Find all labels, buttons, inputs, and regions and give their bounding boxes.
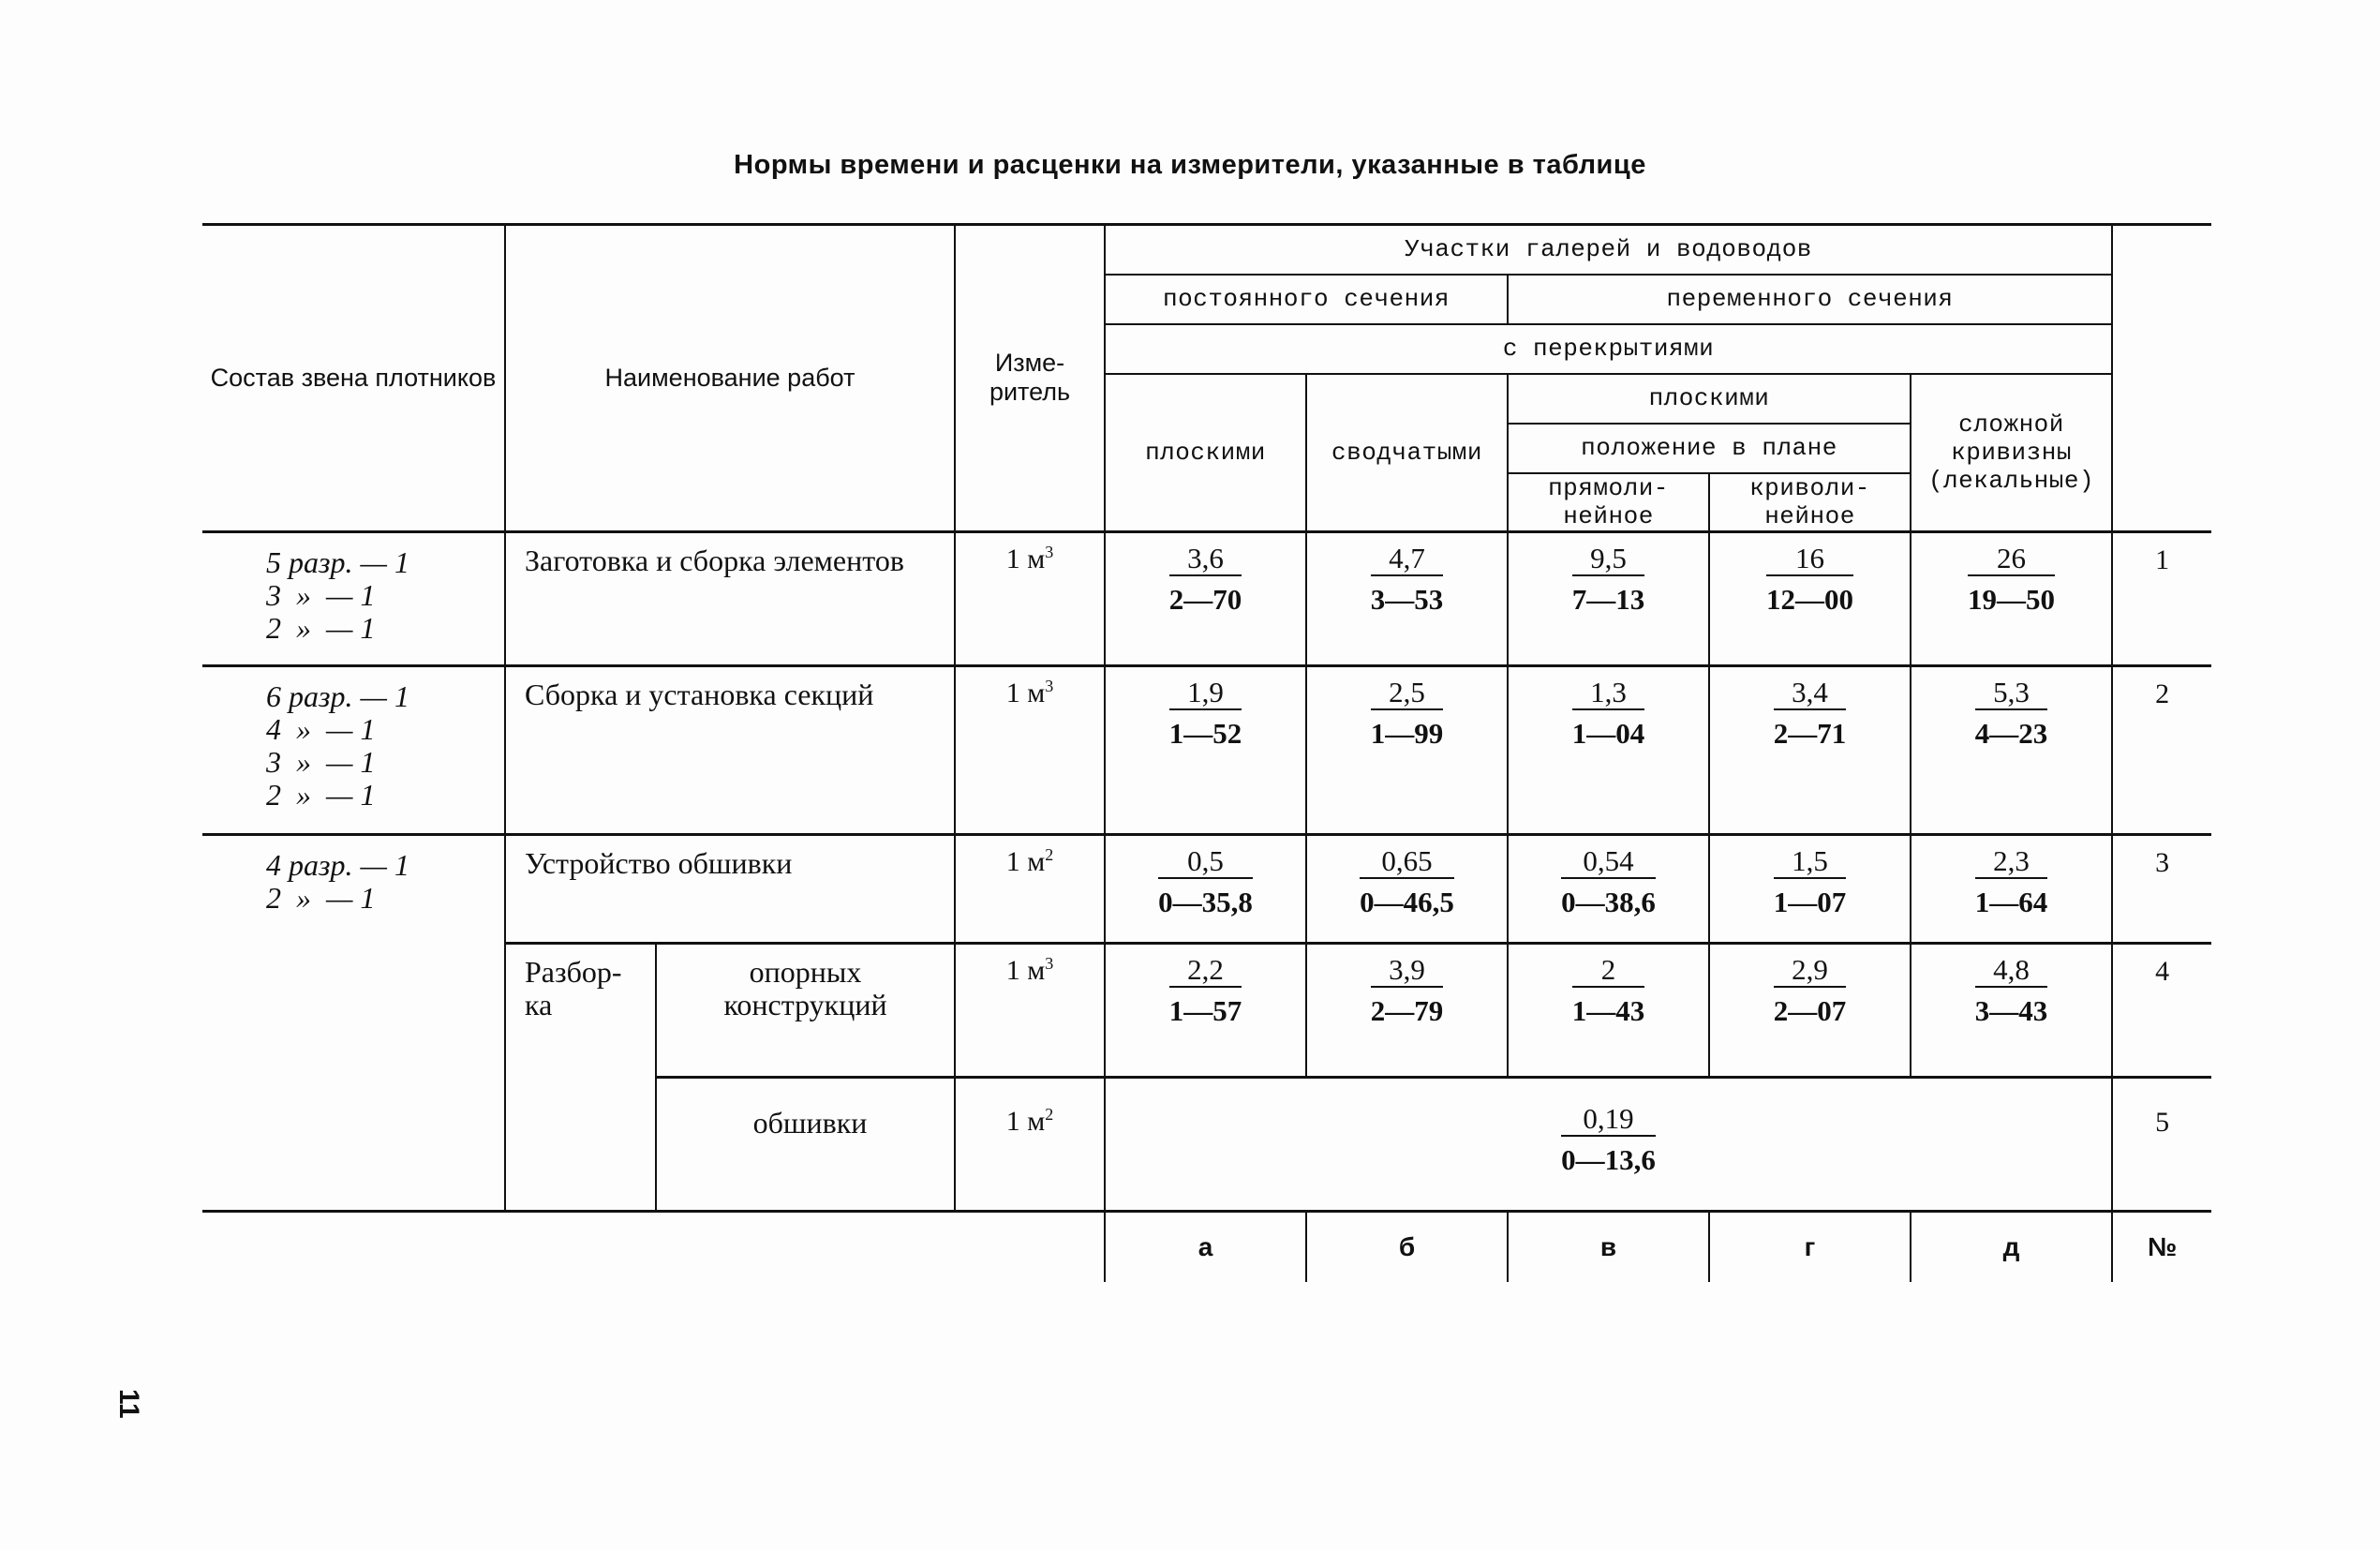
vaulted-header: сводчатыми <box>1306 374 1508 532</box>
value-cell: $\frac{4,7}{3—53}$ <box>1306 531 1508 665</box>
value-cell: $\frac{2}{1—43}$ <box>1508 943 1709 1077</box>
row-number: 1 <box>2112 531 2211 665</box>
column-letter: а <box>1105 1211 1306 1282</box>
page-number: 11 <box>113 1389 144 1419</box>
row-number: 2 <box>2112 665 2211 834</box>
column-letter: г <box>1709 1211 1911 1282</box>
variable-section-header: переменного сечения <box>1508 275 2112 324</box>
column-letter: д <box>1911 1211 2112 1282</box>
value-cell: $\frac{1,5}{1—07}$ <box>1709 834 1911 943</box>
flat-group-header: плоскими <box>1508 374 1911 424</box>
value-cell: $\frac{2,3}{1—64}$ <box>1911 834 2112 943</box>
number-header <box>2112 225 2211 532</box>
complex-curvature-header: сложной кривизны (лекальные) <box>1911 374 2112 532</box>
unit-cell: 1 $м^3$ <box>955 531 1105 665</box>
footer-row <box>202 1211 2211 1282</box>
table-row <box>202 834 2211 943</box>
crew-cell: 5 разр. — 1 3 » — 1 2 » — 1 <box>202 531 505 665</box>
value-cell: $\frac{9,5}{7—13}$ <box>1508 531 1709 665</box>
with-overlap-header: с перекрытиями <box>1105 324 2112 374</box>
straight-header: прямоли-нейное <box>1508 473 1709 532</box>
value-cell: $\frac{16}{12—00}$ <box>1709 531 1911 665</box>
table-row <box>202 531 2211 665</box>
row-number: 5 <box>2112 1077 2211 1211</box>
sections-header: Участки галерей и водоводов <box>1105 225 2112 275</box>
value-cell: $\frac{2,9}{2—07}$ <box>1709 943 1911 1077</box>
value-cell: $\frac{0,54}{0—38,6}$ <box>1508 834 1709 943</box>
value-cell: $\frac{1,9}{1—52}$ <box>1105 665 1306 834</box>
unit-cell: 1 $м^2$ <box>955 834 1105 943</box>
work-name: Заготовка и сборка элементов <box>505 531 955 665</box>
curved-header: криволи-нейное <box>1709 473 1911 532</box>
value-cell: $\frac{4,8}{3—43}$ <box>1911 943 2112 1077</box>
row-number: 4 <box>2112 943 2211 1077</box>
value-cell: $\frac{26}{19—50}$ <box>1911 531 2112 665</box>
value-cell: $\frac{3,6}{2—70}$ <box>1105 531 1306 665</box>
disassembly-group-label: Разбор-ка <box>505 943 656 1211</box>
crew-cell: 6 разр. — 1 4 » — 1 3 » — 1 2 » — 1 <box>202 665 505 834</box>
value-cell: $\frac{0,65}{0—46,5}$ <box>1306 834 1508 943</box>
unit-cell: 1 $м^3$ <box>955 665 1105 834</box>
value-cell: $\frac{1,3}{1—04}$ <box>1508 665 1709 834</box>
flat-header: плоскими <box>1105 374 1306 532</box>
value-cell: $\frac{3,4}{2—71}$ <box>1709 665 1911 834</box>
page-title: Нормы времени и расценки на измерители, указанные в таблице <box>734 150 1646 180</box>
work-name: Устройство обшивки <box>505 834 955 943</box>
norms-table <box>202 223 2211 1282</box>
work-name: обшивки <box>656 1077 955 1211</box>
unit-cell: 1 $м^3$ <box>955 943 1105 1077</box>
number-column-label: № <box>2112 1211 2211 1282</box>
unit-cell: 1 $м^2$ <box>955 1077 1105 1211</box>
value-cell: $\frac{2,2}{1—57}$ <box>1105 943 1306 1077</box>
unit-header: Изме-ритель <box>955 225 1105 532</box>
value-cell: $\frac{0,5}{0—35,8}$ <box>1105 834 1306 943</box>
crew-cell: 4 разр. — 1 2 » — 1 <box>202 834 505 1211</box>
table-row <box>202 665 2211 834</box>
value-cell: $\frac{3,9}{2—79}$ <box>1306 943 1508 1077</box>
work-name: Сборка и установка секций <box>505 665 955 834</box>
work-name: опорных конструкций <box>656 943 955 1077</box>
value-cell: $\frac{5,3}{4—23}$ <box>1911 665 2112 834</box>
value-cell: $\frac{2,5}{1—99}$ <box>1306 665 1508 834</box>
merged-value-cell: $\frac{0,19}{0—13,6}$ <box>1105 1077 2112 1211</box>
constant-section-header: постоянного сечения <box>1105 275 1508 324</box>
row-number: 3 <box>2112 834 2211 943</box>
column-letter: б <box>1306 1211 1508 1282</box>
crew-header: Состав звена плотников <box>202 225 505 532</box>
plan-position-header: положение в плане <box>1508 424 1911 473</box>
work-header: Наименование работ <box>505 225 955 532</box>
column-letter: в <box>1508 1211 1709 1282</box>
